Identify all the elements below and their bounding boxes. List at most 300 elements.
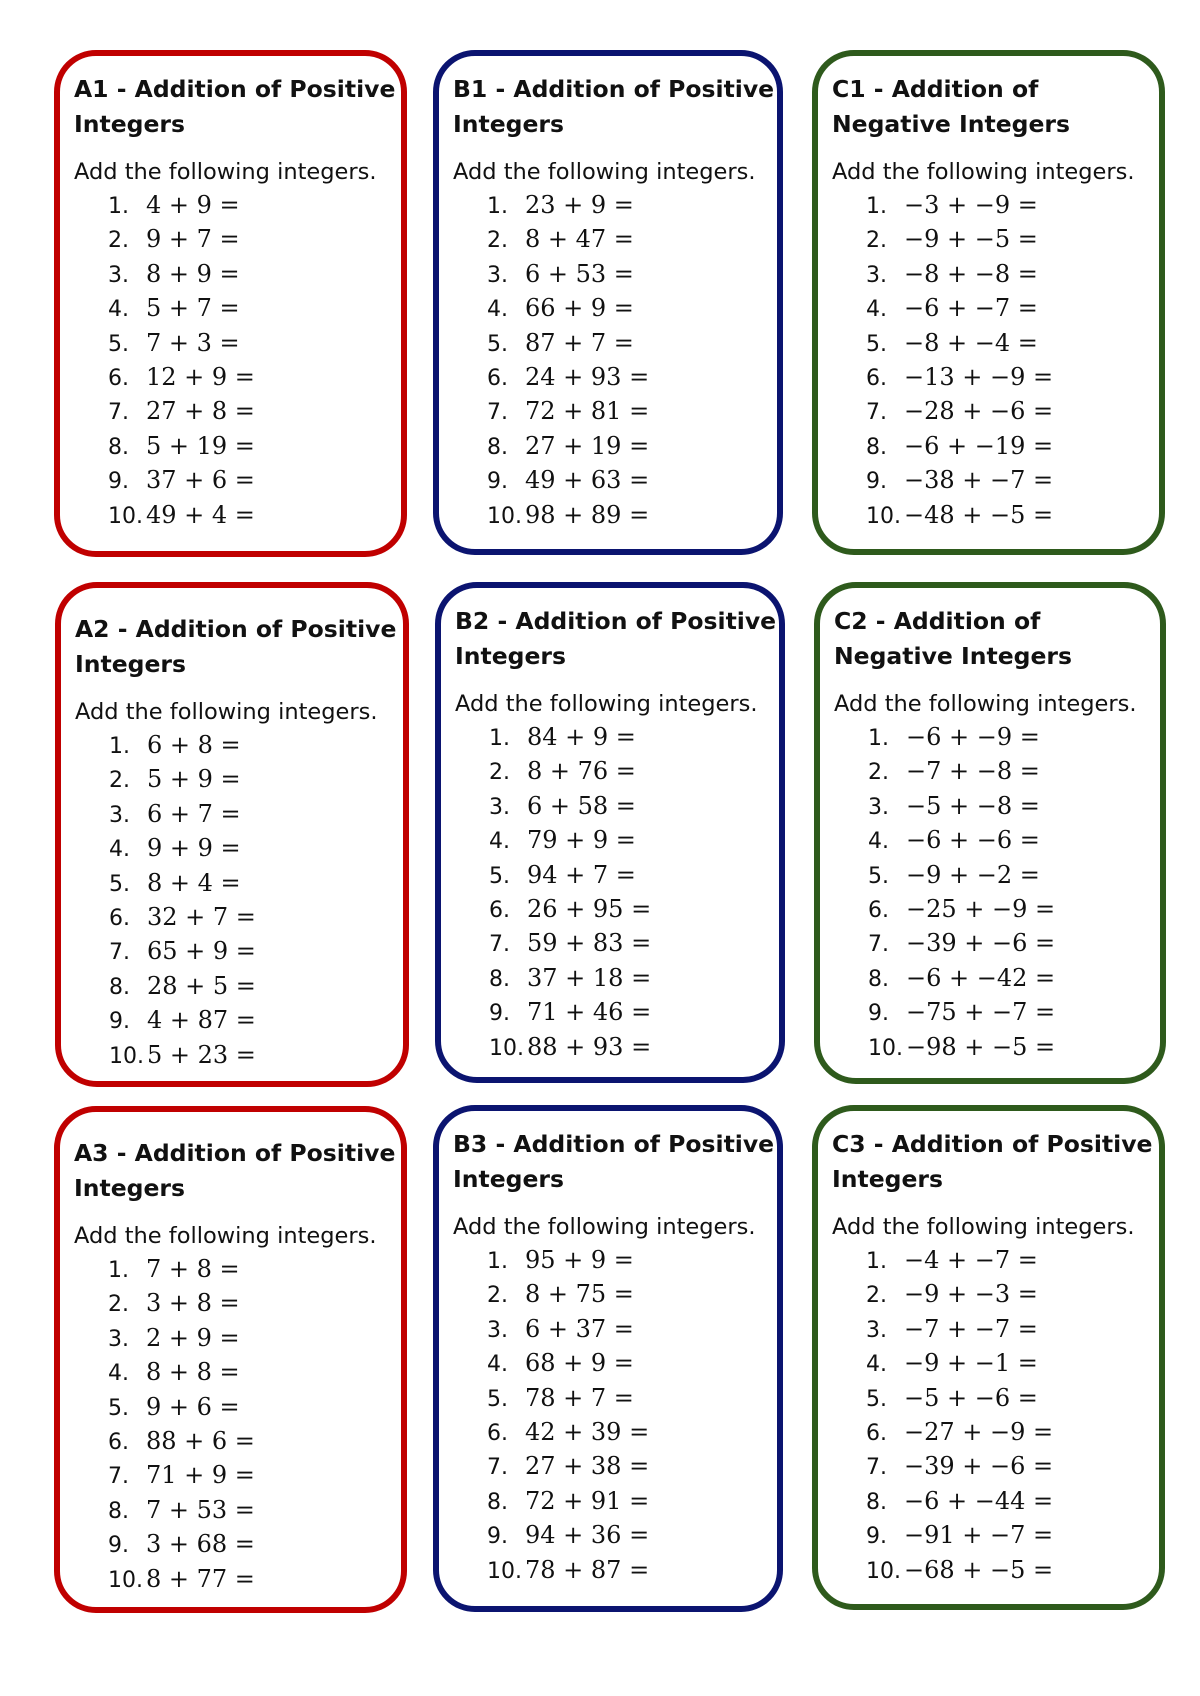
- question-expression: 8 + 47 =: [525, 225, 634, 254]
- question-number: 10.: [866, 503, 901, 529]
- question-item: [866, 223, 1159, 257]
- question-item: [487, 1450, 777, 1484]
- question-expression: 26 + 95 =: [527, 895, 652, 924]
- question-number: 2.: [109, 768, 130, 794]
- question-expression: 9 + 6 =: [146, 1392, 240, 1421]
- question-number: 8.: [109, 974, 130, 1000]
- question-number: 9.: [487, 469, 508, 495]
- question-item: [489, 996, 779, 1030]
- question-item: [866, 464, 1159, 498]
- question-number: 2.: [108, 228, 129, 254]
- card-title: [455, 604, 779, 674]
- question-item: [489, 790, 779, 824]
- instruction-text: Add the following integers.: [75, 699, 378, 725]
- question-item: [866, 430, 1159, 464]
- question-item: [866, 292, 1159, 326]
- question-expression: 12 + 9 =: [146, 363, 255, 392]
- question-expression: 98 + 89 =: [525, 500, 650, 529]
- question-number: 8.: [866, 1489, 887, 1515]
- question-item: [868, 824, 1160, 858]
- question-expression: −5 + −6 =: [904, 1383, 1038, 1412]
- instruction-text: Add the following integers.: [74, 1223, 377, 1249]
- question-item: [866, 1382, 1159, 1416]
- question-expression: −6 + −42 =: [906, 963, 1056, 992]
- question-number: 3.: [489, 794, 510, 820]
- question-number: 10.: [487, 1558, 522, 1584]
- question-number: 5.: [487, 1386, 508, 1412]
- question-item: [108, 258, 401, 292]
- question-expression: −6 + −6 =: [906, 826, 1040, 855]
- card-title-line: A1 - Addition of Positive: [74, 75, 396, 103]
- card-title-line: C1 - Addition of: [832, 75, 1039, 103]
- question-item: [109, 867, 403, 901]
- question-expression: 9 + 9 =: [147, 834, 241, 863]
- question-expression: 88 + 6 =: [146, 1427, 255, 1456]
- question-number: 6.: [866, 366, 887, 392]
- question-item: [487, 361, 777, 395]
- question-expression: 5 + 23 =: [147, 1040, 256, 1069]
- question-item: [109, 832, 403, 866]
- card-b2: [435, 582, 785, 1083]
- question-item: [109, 1004, 403, 1038]
- question-expression: −6 + −44 =: [904, 1486, 1054, 1515]
- question-number: 1.: [108, 194, 129, 219]
- question-expression: 6 + 37 =: [525, 1314, 634, 1343]
- question-item: [866, 1450, 1159, 1484]
- question-expression: 7 + 3 =: [146, 328, 240, 357]
- question-list: [75, 729, 403, 1073]
- question-item: [489, 824, 779, 858]
- question-expression: −6 + −9 =: [906, 723, 1040, 751]
- question-number: 9.: [108, 469, 129, 495]
- question-number: 2.: [868, 760, 889, 786]
- question-number: 4.: [868, 829, 889, 855]
- question-number: 3.: [487, 262, 508, 288]
- question-number: 8.: [108, 434, 129, 460]
- question-item: [487, 464, 777, 498]
- question-item: [109, 935, 403, 969]
- question-list: [453, 1244, 777, 1588]
- question-item: [108, 1356, 401, 1390]
- question-number: 4.: [109, 837, 130, 863]
- question-number: 8.: [489, 966, 510, 992]
- question-number: 10.: [108, 503, 143, 529]
- question-expression: 87 + 7 =: [525, 328, 634, 357]
- question-item: [866, 1519, 1159, 1553]
- question-item: [866, 258, 1159, 292]
- question-expression: 27 + 19 =: [525, 431, 650, 460]
- question-number: 4.: [489, 829, 510, 855]
- card-title-line: B2 - Addition of Positive: [455, 607, 777, 635]
- question-number: 6.: [489, 898, 510, 924]
- question-expression: 37 + 6 =: [146, 466, 255, 495]
- question-item: [866, 1554, 1159, 1588]
- card-title-line: C3 - Addition of Positive: [832, 1130, 1153, 1158]
- question-list: [832, 1244, 1159, 1588]
- question-expression: 37 + 18 =: [527, 963, 652, 992]
- question-item: [109, 729, 403, 763]
- question-number: 1.: [487, 1249, 508, 1274]
- question-number: 7.: [868, 932, 889, 958]
- question-expression: −91 + −7 =: [904, 1521, 1054, 1550]
- card-title: [74, 72, 401, 142]
- question-number: 6.: [868, 898, 889, 924]
- question-expression: −4 + −7 =: [904, 1246, 1038, 1274]
- question-number: 8.: [866, 434, 887, 460]
- card-title: [75, 612, 403, 682]
- question-number: 8.: [487, 434, 508, 460]
- question-list: [455, 721, 779, 1065]
- question-item: [487, 1485, 777, 1519]
- question-number: 10.: [487, 503, 522, 529]
- card-a2: [55, 582, 409, 1087]
- card-title-line: A3 - Addition of Positive: [74, 1139, 396, 1167]
- question-number: 9.: [108, 1533, 129, 1559]
- question-expression: −25 + −9 =: [906, 895, 1056, 924]
- card-c3: [812, 1105, 1165, 1610]
- question-expression: 28 + 5 =: [147, 971, 256, 1000]
- question-item: [109, 798, 403, 832]
- question-item: [108, 1287, 401, 1321]
- question-expression: 7 + 53 =: [146, 1495, 255, 1524]
- question-number: 10.: [489, 1035, 524, 1061]
- question-expression: −48 + −5 =: [904, 500, 1054, 529]
- question-expression: 5 + 9 =: [147, 765, 241, 794]
- question-item: [108, 1425, 401, 1459]
- question-item: [868, 893, 1160, 927]
- question-number: 3.: [108, 262, 129, 288]
- question-expression: 68 + 9 =: [525, 1349, 634, 1378]
- question-expression: 66 + 9 =: [525, 294, 634, 323]
- question-number: 9.: [868, 1001, 889, 1027]
- question-expression: −27 + −9 =: [904, 1418, 1054, 1447]
- question-expression: 49 + 63 =: [525, 466, 650, 495]
- question-item: [489, 859, 779, 893]
- question-number: 3.: [109, 802, 130, 828]
- question-item: [487, 430, 777, 464]
- question-item: [108, 1528, 401, 1562]
- question-number: 5.: [108, 1395, 129, 1421]
- question-item: [487, 1244, 777, 1278]
- question-item: [868, 996, 1160, 1030]
- question-item: [866, 499, 1159, 533]
- question-expression: 8 + 75 =: [525, 1280, 634, 1309]
- question-number: 7.: [108, 1464, 129, 1490]
- question-item: [866, 361, 1159, 395]
- question-item: [108, 1459, 401, 1493]
- card-title: [832, 1127, 1159, 1197]
- question-expression: −68 + −5 =: [904, 1555, 1054, 1584]
- question-number: 9.: [866, 469, 887, 495]
- question-number: 2.: [487, 228, 508, 254]
- card-b3: [433, 1105, 783, 1612]
- question-number: 1.: [489, 726, 510, 751]
- question-expression: −28 + −6 =: [904, 397, 1054, 426]
- question-number: 7.: [109, 940, 130, 966]
- question-number: 6.: [487, 1421, 508, 1447]
- question-item: [108, 1391, 401, 1425]
- card-title-line: Integers: [832, 1165, 943, 1193]
- question-expression: −5 + −8 =: [906, 791, 1040, 820]
- question-number: 9.: [487, 1524, 508, 1550]
- question-expression: 71 + 9 =: [146, 1461, 255, 1490]
- question-expression: 78 + 87 =: [525, 1555, 650, 1584]
- question-number: 5.: [489, 863, 510, 889]
- question-number: 7.: [866, 1455, 887, 1481]
- question-item: [866, 1416, 1159, 1450]
- question-number: 8.: [487, 1489, 508, 1515]
- question-item: [108, 223, 401, 257]
- question-expression: 24 + 93 =: [525, 363, 650, 392]
- question-number: 10.: [868, 1035, 903, 1061]
- question-expression: 88 + 93 =: [527, 1032, 652, 1061]
- question-expression: −9 + −3 =: [904, 1280, 1038, 1309]
- instruction-text: Add the following integers.: [834, 691, 1137, 717]
- question-expression: 49 + 4 =: [146, 500, 255, 529]
- question-list: [834, 721, 1160, 1065]
- card-title-line: A2 - Addition of Positive: [75, 615, 397, 643]
- question-expression: 4 + 9 =: [146, 191, 240, 219]
- question-item: [108, 464, 401, 498]
- question-expression: −7 + −8 =: [906, 757, 1040, 786]
- question-number: 1.: [866, 194, 887, 219]
- question-item: [108, 292, 401, 326]
- question-item: [108, 361, 401, 395]
- question-expression: 3 + 8 =: [146, 1289, 240, 1318]
- question-expression: 4 + 87 =: [147, 1006, 256, 1035]
- question-item: [489, 962, 779, 996]
- question-number: 9.: [109, 1009, 130, 1035]
- question-number: 3.: [108, 1326, 129, 1352]
- question-expression: 94 + 7 =: [527, 860, 636, 889]
- question-number: 4.: [487, 1352, 508, 1378]
- question-item: [108, 430, 401, 464]
- card-title-line: Integers: [74, 1174, 185, 1202]
- question-item: [489, 927, 779, 961]
- question-number: 7.: [487, 1455, 508, 1481]
- question-item: [109, 901, 403, 935]
- question-number: 2.: [487, 1283, 508, 1309]
- question-item: [108, 1563, 401, 1597]
- question-expression: −9 + −1 =: [904, 1349, 1038, 1378]
- question-number: 3.: [487, 1317, 508, 1343]
- question-expression: −9 + −2 =: [906, 860, 1040, 889]
- question-number: 6.: [108, 1430, 129, 1456]
- card-title-line: C2 - Addition of: [834, 607, 1041, 635]
- question-number: 4.: [487, 297, 508, 323]
- question-item: [866, 1278, 1159, 1312]
- question-number: 8.: [868, 966, 889, 992]
- card-title-line: Integers: [453, 110, 564, 138]
- question-expression: 7 + 8 =: [146, 1255, 240, 1283]
- question-number: 4.: [866, 297, 887, 323]
- card-a1: [54, 50, 407, 557]
- question-number: 9.: [489, 1001, 510, 1027]
- card-title: [453, 72, 777, 142]
- question-item: [489, 1031, 779, 1065]
- question-number: 5.: [866, 331, 887, 357]
- question-item: [487, 499, 777, 533]
- question-expression: 42 + 39 =: [525, 1418, 650, 1447]
- question-expression: 95 + 9 =: [525, 1246, 634, 1274]
- question-item: [487, 327, 777, 361]
- question-expression: 5 + 19 =: [146, 431, 255, 460]
- question-item: [489, 755, 779, 789]
- question-number: 4.: [108, 297, 129, 323]
- question-number: 10.: [109, 1043, 144, 1069]
- question-number: 4.: [108, 1361, 129, 1387]
- card-a3: [54, 1106, 407, 1613]
- instruction-text: Add the following integers.: [453, 159, 756, 185]
- question-number: 10.: [108, 1567, 143, 1593]
- card-title-line: Integers: [453, 1165, 564, 1193]
- question-expression: 5 + 7 =: [146, 294, 240, 323]
- question-expression: 23 + 9 =: [525, 191, 634, 219]
- card-title: [453, 1127, 777, 1197]
- card-title-line: B1 - Addition of Positive: [453, 75, 775, 103]
- instruction-text: Add the following integers.: [453, 1214, 756, 1240]
- question-item: [487, 223, 777, 257]
- question-expression: 6 + 58 =: [527, 791, 636, 820]
- question-expression: 27 + 38 =: [525, 1452, 650, 1481]
- question-expression: 6 + 7 =: [147, 799, 241, 828]
- question-item: [487, 395, 777, 429]
- question-expression: −13 + −9 =: [904, 363, 1054, 392]
- question-item: [866, 395, 1159, 429]
- question-item: [487, 1347, 777, 1381]
- question-list: [74, 1253, 401, 1597]
- question-item: [868, 721, 1160, 755]
- question-item: [868, 859, 1160, 893]
- question-item: [487, 1278, 777, 1312]
- question-expression: −6 + −7 =: [904, 294, 1038, 323]
- question-number: 1.: [108, 1258, 129, 1283]
- question-item: [487, 189, 777, 223]
- question-item: [866, 327, 1159, 361]
- question-expression: 6 + 53 =: [525, 259, 634, 288]
- question-number: 2.: [866, 228, 887, 254]
- question-item: [108, 1494, 401, 1528]
- question-number: 2.: [866, 1283, 887, 1309]
- question-expression: 94 + 36 =: [525, 1521, 650, 1550]
- question-number: 10.: [866, 1558, 901, 1584]
- question-item: [866, 1313, 1159, 1347]
- question-expression: −38 + −7 =: [904, 466, 1054, 495]
- question-expression: 78 + 7 =: [525, 1383, 634, 1412]
- question-expression: −39 + −6 =: [904, 1452, 1054, 1481]
- card-title: [834, 604, 1160, 674]
- question-expression: 71 + 46 =: [527, 998, 652, 1027]
- card-title-line: Integers: [455, 642, 566, 670]
- question-number: 5.: [866, 1386, 887, 1412]
- instruction-text: Add the following integers.: [74, 159, 377, 185]
- question-number: 7.: [489, 932, 510, 958]
- question-expression: 6 + 8 =: [147, 731, 241, 759]
- question-number: 2.: [108, 1292, 129, 1318]
- question-number: 6.: [109, 906, 130, 932]
- question-expression: −6 + −19 =: [904, 431, 1054, 460]
- question-expression: −39 + −6 =: [906, 929, 1056, 958]
- question-item: [489, 893, 779, 927]
- question-item: [108, 499, 401, 533]
- question-number: 9.: [866, 1524, 887, 1550]
- question-expression: 65 + 9 =: [147, 937, 256, 966]
- question-number: 5.: [868, 863, 889, 889]
- question-expression: 27 + 8 =: [146, 397, 255, 426]
- card-title-line: B3 - Addition of Positive: [453, 1130, 775, 1158]
- question-expression: 84 + 9 =: [527, 723, 636, 751]
- question-list: [832, 189, 1159, 533]
- question-item: [868, 927, 1160, 961]
- question-expression: −8 + −4 =: [904, 328, 1038, 357]
- question-item: [109, 763, 403, 797]
- question-expression: 3 + 68 =: [146, 1530, 255, 1559]
- card-title-line: Integers: [74, 110, 185, 138]
- question-number: 5.: [109, 871, 130, 897]
- instruction-text: Add the following integers.: [455, 691, 758, 717]
- question-item: [109, 1039, 403, 1073]
- question-item: [487, 1313, 777, 1347]
- question-list: [453, 189, 777, 533]
- question-number: 6.: [108, 366, 129, 392]
- question-expression: 72 + 81 =: [525, 397, 650, 426]
- question-item: [868, 790, 1160, 824]
- question-number: 2.: [489, 760, 510, 786]
- question-item: [108, 395, 401, 429]
- card-c1: [812, 50, 1165, 555]
- question-item: [489, 721, 779, 755]
- question-number: 3.: [866, 262, 887, 288]
- question-expression: −7 + −7 =: [904, 1314, 1038, 1343]
- question-number: 6.: [487, 366, 508, 392]
- question-number: 1.: [487, 194, 508, 219]
- question-expression: 8 + 76 =: [527, 757, 636, 786]
- question-expression: −98 + −5 =: [906, 1032, 1056, 1061]
- question-item: [866, 1347, 1159, 1381]
- question-item: [108, 1253, 401, 1287]
- question-number: 3.: [866, 1317, 887, 1343]
- question-expression: −8 + −8 =: [904, 259, 1038, 288]
- question-expression: 8 + 9 =: [146, 259, 240, 288]
- question-item: [108, 327, 401, 361]
- card-title-line: Negative Integers: [834, 642, 1072, 670]
- question-number: 5.: [487, 331, 508, 357]
- question-number: 1.: [868, 726, 889, 751]
- question-item: [487, 1554, 777, 1588]
- question-expression: −75 + −7 =: [906, 998, 1056, 1027]
- question-expression: 9 + 7 =: [146, 225, 240, 254]
- card-b1: [433, 50, 783, 555]
- question-number: 4.: [866, 1352, 887, 1378]
- question-item: [109, 970, 403, 1004]
- question-item: [108, 189, 401, 223]
- instruction-text: Add the following integers.: [832, 1214, 1135, 1240]
- question-number: 6.: [866, 1421, 887, 1447]
- question-item: [487, 1382, 777, 1416]
- question-item: [866, 189, 1159, 223]
- question-number: 1.: [866, 1249, 887, 1274]
- question-item: [108, 1322, 401, 1356]
- question-number: 5.: [108, 331, 129, 357]
- question-number: 1.: [109, 734, 130, 759]
- question-item: [868, 755, 1160, 789]
- question-expression: −9 + −5 =: [904, 225, 1038, 254]
- question-number: 8.: [108, 1498, 129, 1524]
- question-expression: 72 + 91 =: [525, 1486, 650, 1515]
- question-item: [868, 962, 1160, 996]
- question-expression: 8 + 8 =: [146, 1358, 240, 1387]
- question-expression: −3 + −9 =: [904, 191, 1038, 219]
